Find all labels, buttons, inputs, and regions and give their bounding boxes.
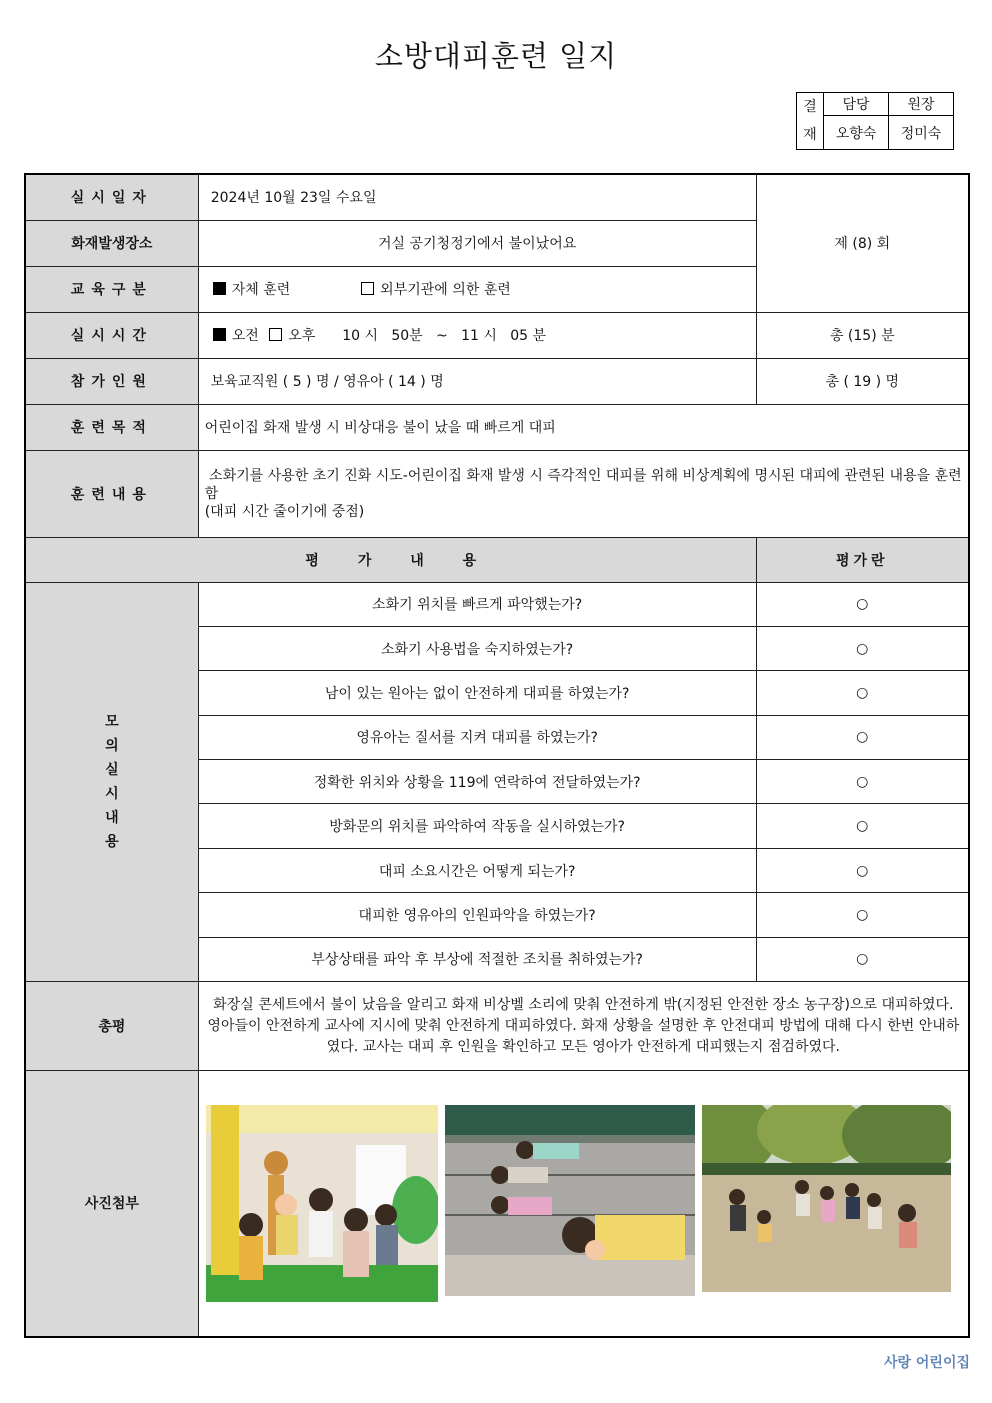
checkbox-pm-unchecked xyxy=(269,328,282,341)
content-label: 훈련내용 xyxy=(25,450,198,537)
content-line-2: (대피 시간 줄이기에 중점) xyxy=(204,503,365,520)
place-value: 거실 공기청정기에서 불이났어요 xyxy=(198,220,756,266)
eval-side-char: 의 xyxy=(105,737,119,754)
row-time xyxy=(25,312,969,358)
eval-result: ○ xyxy=(756,671,969,715)
eval-question: 대피한 영유아의 인원파악을 하였는가? xyxy=(198,893,756,937)
approval-label xyxy=(797,93,824,150)
eval-result: ○ xyxy=(756,893,969,937)
eval-result: ○ xyxy=(756,715,969,759)
approval-role-director: 원장 xyxy=(889,93,954,116)
photo-hallway-evacuation xyxy=(445,1105,695,1296)
participants-label: 참가인원 xyxy=(25,358,198,404)
photo-indoor-children xyxy=(206,1105,438,1302)
education-option-self: 자체 훈련 xyxy=(231,282,291,298)
approval-label-bottom: 재 xyxy=(803,126,817,143)
row-goal xyxy=(25,404,969,450)
summary-label: 총평 xyxy=(25,982,198,1071)
eval-question: 남이 있는 원아는 없이 안전하게 대피를 하였는가? xyxy=(198,671,756,715)
approval-sign-manager: 오향숙 xyxy=(824,116,889,150)
checkbox-self-checked xyxy=(213,282,226,295)
photo-outdoor-assembly xyxy=(702,1105,951,1292)
eval-result: ○ xyxy=(756,760,969,804)
eval-question: 정확한 위치와 상황을 119에 연락하여 전달하였는가? xyxy=(198,760,756,804)
eval-result: ○ xyxy=(756,848,969,892)
eval-question: 영유아는 질서를 지켜 대피를 하였는가? xyxy=(198,715,756,759)
photos-cell xyxy=(198,1071,969,1337)
row-photos xyxy=(25,1071,969,1337)
eval-side-char: 시 xyxy=(105,785,119,802)
row-participants xyxy=(25,358,969,404)
photo-strip xyxy=(199,1105,968,1302)
content-value xyxy=(198,450,969,537)
footer-daycare-name: 사랑 어린이집 xyxy=(883,1355,970,1371)
content-line-1: 소화기를 사용한 초기 진화 시도-어린이집 화재 발생 시 즉각적인 대피를 위해 비상계획에 명시된 대피에 관련된 내용을 훈련함 xyxy=(204,467,962,502)
eval-side-label xyxy=(25,582,198,982)
approval-sign-director: 정미숙 xyxy=(889,116,954,150)
time-total: 총 (15) 분 xyxy=(756,312,969,358)
education-option-external: 외부기관에 의한 훈련 xyxy=(380,282,511,298)
checkbox-am-checked xyxy=(213,328,226,341)
eval-content-header xyxy=(25,537,756,582)
time-label: 실시시간 xyxy=(25,312,198,358)
time-range: 10 시 50분 ~ 11 시 05 분 xyxy=(342,328,547,344)
approval-role-manager: 담당 xyxy=(824,93,889,116)
education-label: 교육구분 xyxy=(25,266,198,312)
eval-question: 소화기 위치를 빠르게 파악했는가? xyxy=(198,582,756,626)
time-value xyxy=(198,312,756,358)
approval-box xyxy=(796,92,954,150)
eval-side-char: 실 xyxy=(105,761,119,778)
row-summary xyxy=(25,982,969,1071)
eval-side-char: 용 xyxy=(105,833,119,850)
eval-content-header-text: 평 가 내 용 xyxy=(305,552,477,569)
photos-label: 사진첨부 xyxy=(25,1071,198,1337)
row-date xyxy=(25,174,969,220)
education-value xyxy=(198,266,756,312)
eval-side-char: 모 xyxy=(105,713,119,730)
date-value: 2024년 10월 23일 수요일 xyxy=(198,174,756,220)
row-content xyxy=(25,450,969,537)
time-am: 오전 xyxy=(231,328,259,344)
checkbox-external-unchecked xyxy=(361,282,374,295)
eval-question: 부상상태를 파악 후 부상에 적절한 조치를 취하였는가? xyxy=(198,937,756,981)
participants-total: 총 ( 19 ) 명 xyxy=(756,358,969,404)
eval-question: 소화기 사용법을 숙지하였는가? xyxy=(198,626,756,670)
goal-label: 훈련목적 xyxy=(25,404,198,450)
eval-question: 방화문의 위치를 파악하여 작동을 실시하였는가? xyxy=(198,804,756,848)
time-pm: 오후 xyxy=(288,328,316,344)
eval-question: 대피 소요시간은 어떻게 되는가? xyxy=(198,848,756,892)
eval-result: ○ xyxy=(756,626,969,670)
approval-label-top: 결 xyxy=(803,98,817,115)
eval-result-header: 평가란 xyxy=(756,537,969,582)
session-count: 제 (8) 회 xyxy=(756,174,969,312)
drill-log-table xyxy=(24,173,970,1338)
date-label: 실시일자 xyxy=(25,174,198,220)
participants-value: 보육교직원 ( 5 ) 명 / 영유아 ( 14 ) 명 xyxy=(198,358,756,404)
eval-row xyxy=(25,582,969,626)
place-label: 화재발생장소 xyxy=(25,220,198,266)
eval-result: ○ xyxy=(756,582,969,626)
eval-side-char: 내 xyxy=(105,809,119,826)
eval-result: ○ xyxy=(756,804,969,848)
summary-text: 화장실 콘세트에서 불이 났음을 알리고 화재 비상벨 소리에 맞춰 안전하게 밖(지정된 안전한 장소 농구장)으로 대피하였다. 영아들이 안전하게 교사에 지시에 맞춰 안전하게 대피하였다. 화재 상황을 설명한 후 안전대피 방법에 대해 다시 한번 안내하였다. 교사는 대피 후 인원을 확인하고 모든 영아가 안전하게 대피했는지 점검하였다. xyxy=(198,982,969,1071)
page-title: 소방대피훈련 일지 xyxy=(374,39,618,73)
row-eval-header xyxy=(25,537,969,582)
goal-value: 어린이집 화재 발생 시 비상대응 불이 났을 때 빠르게 대피 xyxy=(198,404,969,450)
eval-result: ○ xyxy=(756,937,969,981)
